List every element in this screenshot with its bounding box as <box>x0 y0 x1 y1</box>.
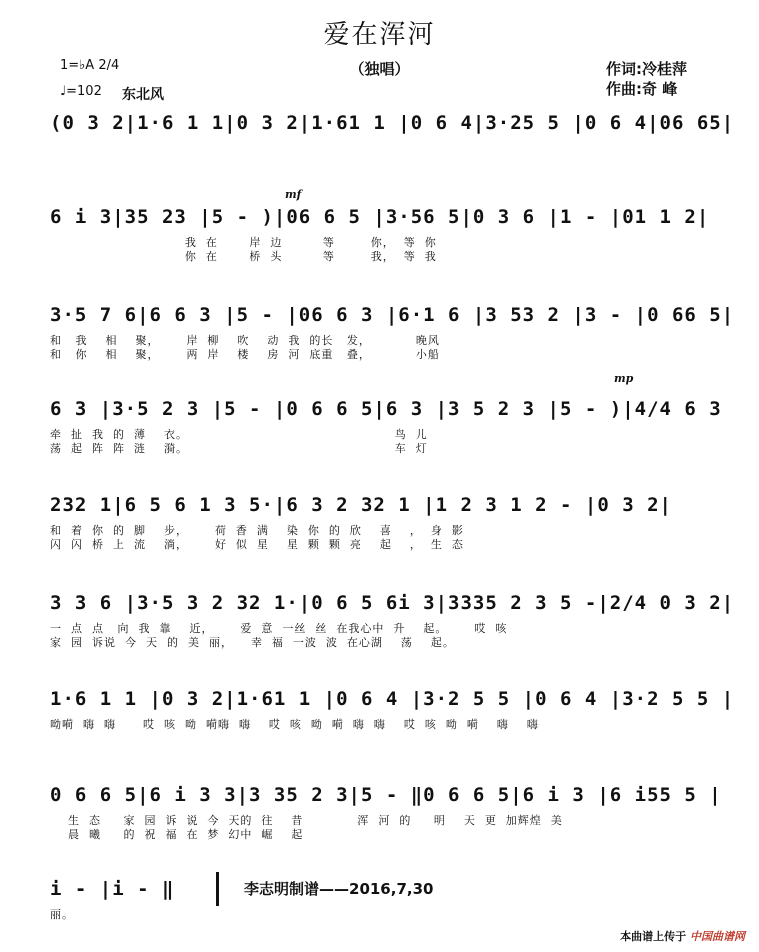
footer-prefix: 本曲谱上传于 <box>620 930 687 943</box>
site-brand[interactable]: 中国曲谱网 <box>690 930 745 943</box>
lyrics-verse-2: 闪 闪 桥 上 流 淌， 好 似 星 星 颗 颗 亮 起 ， 生 态 <box>50 538 464 551</box>
lyrics-verse-1: 呦嗬 嗨 嗨 哎 咳 呦 嗬嗨 嗨 哎 咳 呦 嗬 嗨 嗨 哎 咳 呦 嗬 嗨 嗨 <box>50 718 539 731</box>
lyrics-verse-1: 丽。 <box>50 908 74 921</box>
notes: 1·6 1 1 |0 3 2|1·61 1 |0 6 4 |3·2 5 5 |0 6 4 |3·2 5 5 | <box>50 688 735 710</box>
lyrics-verse-2: 荡 起 阵 阵 涟 漪。 车 灯 <box>50 442 428 455</box>
final-barline <box>216 872 219 906</box>
lyricist-credit: 作词:冷桂萍 <box>606 60 687 78</box>
lyrics-verse-1: 一 点 点 向 我 靠 近， 爱 意 一丝 丝 在我心中 升 起。 哎 咳 <box>50 622 508 635</box>
notes: 6 i 3|35 23 |5 - )|06 6 5 |3·56 5|0 3 6 |1 - |01 1 2| <box>50 206 710 228</box>
notes: 232 1|6 5 6 1 3 5·|6 3 2 32 1 |1 2 3 1 2 - |0 3 2| <box>50 494 672 516</box>
lyrics-verse-1: 生 态 家 园 诉 说 今 天的 往 昔 浑 河 的 明 天 更 加辉煌 美 <box>50 814 563 827</box>
composer-credit: 作曲:奇 峰 <box>606 80 678 98</box>
lyrics-verse-2: 晨 曦 的 祝 福 在 梦 幻中 崛 起 <box>50 828 304 841</box>
notes: i - |i - ‖ <box>50 878 175 900</box>
notes: (0 3 2|1·6 1 1|0 3 2|1·61 1 |0 6 4|3·25 5 |0 6 4|06 65| <box>50 112 735 134</box>
mp-mark: mp <box>614 372 634 385</box>
lyrics-verse-2: 和 你 相 聚， 两 岸 楼 房 河 底重 叠， 小船 <box>50 348 440 361</box>
mf-mark: mf <box>285 188 302 201</box>
lyrics-verse-2: 家 园 诉说 今 天 的 美 丽， 幸 福 一波 波 在心湖 荡 起。 <box>50 636 455 649</box>
lyrics-verse-1: 和 着 你 的 脚 步， 荷 香 满 染 你 的 欣 喜 ， 身 影 <box>50 524 464 537</box>
notes: 0 6 6 5|6 i 3 3|3 35 2 3|5 - ‖0 6 6 5|6 i 3 |6 i55 5 | <box>50 784 722 806</box>
song-subtitle: （独唱） <box>349 60 410 78</box>
song-title: 爱在浑河 <box>323 20 436 50</box>
key-signature: 1=♭A 2/4 <box>60 58 120 73</box>
lyrics-verse-1: 和 我 相 聚， 岸 柳 吹 动 我 的长 发， 晚风 <box>50 334 440 347</box>
notes: 3 3 6 |3·5 3 2 32 1·|0 6 5 6i 3|3335 2 3 5 -|2/4 0 3 2| <box>50 592 735 614</box>
lyrics-verse-1: 我 在 岸 边 等 你， 等 你 <box>50 236 437 249</box>
style-marking: 东北风 <box>122 87 164 103</box>
site-footer <box>620 928 745 944</box>
notes: 6 3 |3·5 2 3 |5 - |0 6 6 5|6 3 |3 5 2 3 |5 - )|4/4 6 3 <box>50 398 722 420</box>
tempo-marking: ♩=102 <box>60 84 102 99</box>
lyrics-verse-2: 你 在 桥 头 等 我， 等 我 <box>50 250 437 263</box>
transcriber-credit: 李志明制谱——2016,7,30 <box>244 880 434 898</box>
notes: 3·5 7 6|6 6 3 |5 - |06 6 3 |6·1 6 |3 53 2 |3 - |0 66 5| <box>50 304 735 326</box>
lyrics-verse-1: 牵 扯 我 的 薄 衣。 鸟 儿 <box>50 428 428 441</box>
